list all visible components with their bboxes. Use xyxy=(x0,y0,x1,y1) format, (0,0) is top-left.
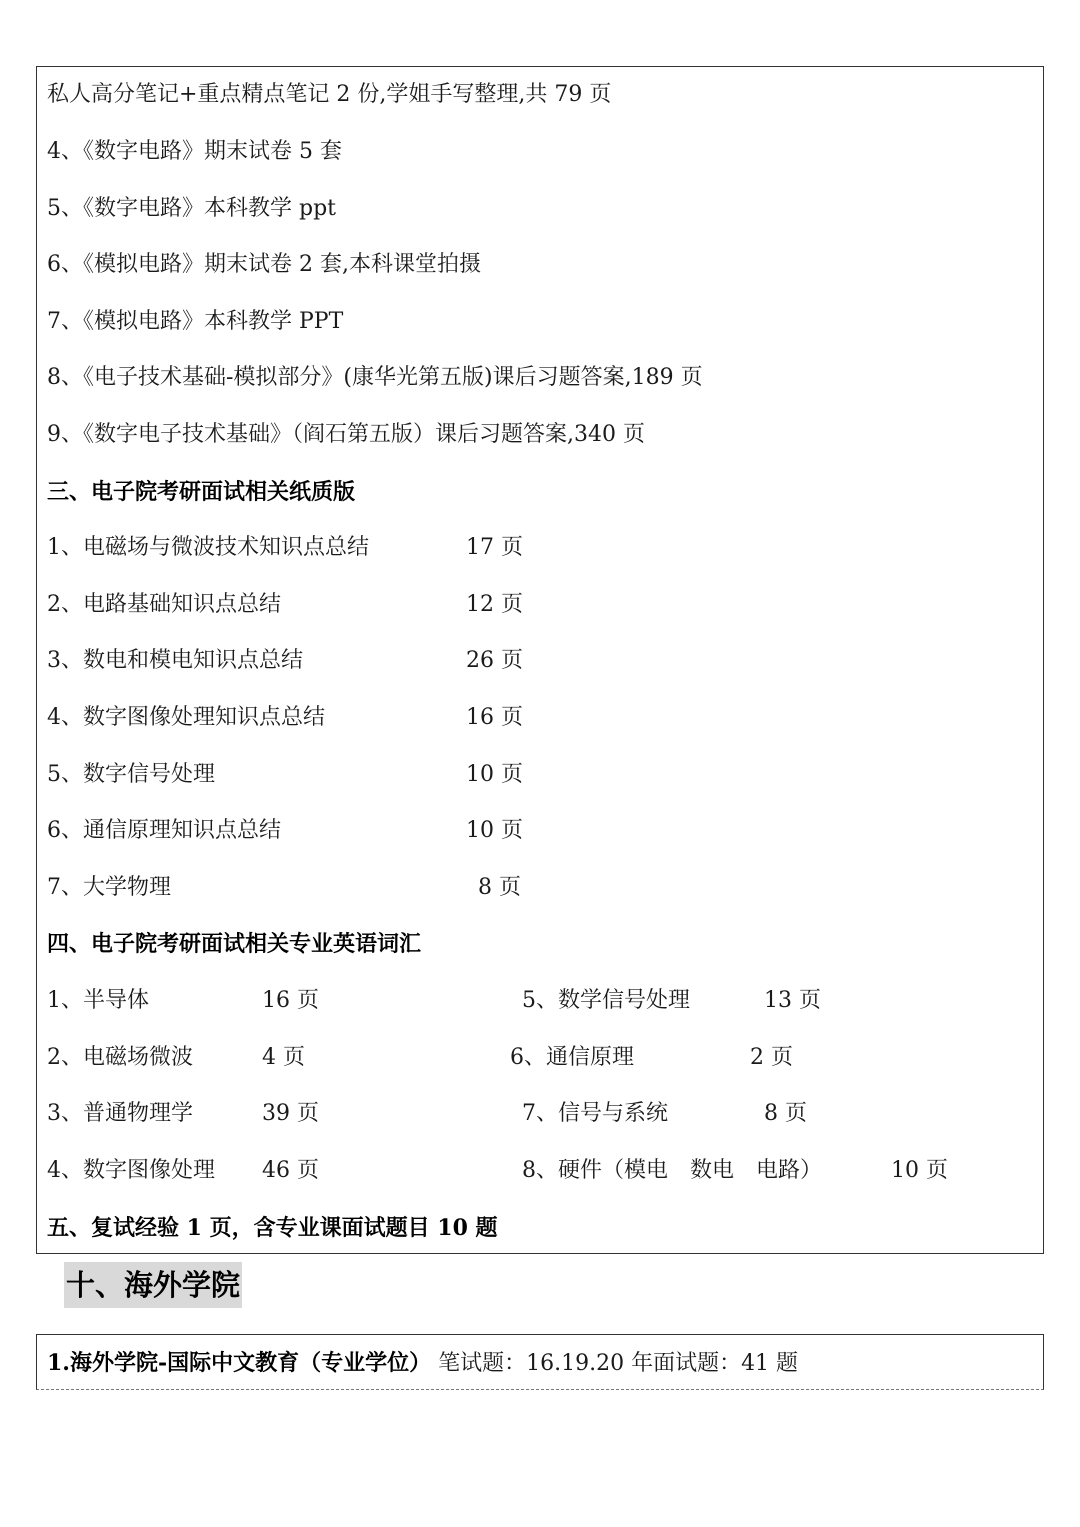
section-three-item-label: 5、数字信号处理 xyxy=(47,762,215,787)
section-three-item-label: 7、大学物理 xyxy=(47,875,171,900)
vocab-right-label: 8、硬件（模电 数电 电路） xyxy=(522,1158,822,1183)
vocab-left-label: 1、半导体 xyxy=(47,988,149,1013)
vocab-right-pages: 8 页 xyxy=(764,1101,807,1126)
vocab-right-label: 5、数学信号处理 xyxy=(522,988,690,1013)
vocab-left-pages: 4 页 xyxy=(262,1045,305,1070)
section-three-item-label: 2、电路基础知识点总结 xyxy=(47,592,281,617)
section-five-title: 五、复试经验 1 页，含专业课面试题目 10 题 xyxy=(47,1215,498,1241)
vocab-left-label: 3、普通物理学 xyxy=(47,1101,193,1126)
text-line-item-4: 4、《数字电路》期末试卷 5 套 xyxy=(47,139,342,164)
section-four-title: 四、电子院考研面试相关专业英语词汇 xyxy=(47,931,422,957)
vocab-left-label: 4、数字图像处理 xyxy=(47,1158,215,1183)
vocab-left-pages: 16 页 xyxy=(262,988,319,1013)
vocab-left-pages: 39 页 xyxy=(262,1101,319,1126)
section-three-item-pages: 10 页 xyxy=(466,818,523,843)
section-three-item-label: 6、通信原理知识点总结 xyxy=(47,818,281,843)
section-three-item-pages: 26 页 xyxy=(466,648,523,673)
section-three-item-label: 4、数字图像处理知识点总结 xyxy=(47,705,325,730)
text-line-item-8: 8、《电子技术基础-模拟部分》(康华光第五版)课后习题答案,189 页 xyxy=(47,365,703,390)
section-heading-overseas-college: 十、海外学院 xyxy=(64,1262,242,1308)
overseas-item xyxy=(47,1348,798,1379)
text-line-item-9: 9、《数字电子技术基础》（阎石第五版）课后习题答案,340 页 xyxy=(47,422,645,447)
vocab-right-label: 7、信号与系统 xyxy=(522,1101,668,1126)
section-three-item-label: 3、数电和模电知识点总结 xyxy=(47,648,303,673)
text-line-item-6: 6、《模拟电路》期末试卷 2 套,本科课堂拍摄 xyxy=(47,252,481,277)
section-three-item-label: 1、电磁场与微波技术知识点总结 xyxy=(47,535,369,560)
text-line-item-7: 7、《模拟电路》本科教学 PPT xyxy=(47,309,344,334)
vocab-right-pages: 2 页 xyxy=(750,1045,793,1070)
section-three-title: 三、电子院考研面试相关纸质版 xyxy=(47,479,356,505)
vocab-left-label: 2、电磁场微波 xyxy=(47,1045,193,1070)
section-three-item-pages: 8 页 xyxy=(478,875,521,900)
overseas-item-detail: 笔试题：16.19.20 年面试题：41 题 xyxy=(431,1351,799,1376)
section-three-item-pages: 16 页 xyxy=(466,705,523,730)
text-line-item-5: 5、《数字电路》本科教学 ppt xyxy=(47,196,336,221)
vocab-left-pages: 46 页 xyxy=(262,1158,319,1183)
section-three-item-pages: 10 页 xyxy=(466,762,523,787)
overseas-item-title: 1.海外学院-国际中文教育（专业学位） xyxy=(47,1350,432,1376)
vocab-right-label: 6、通信原理 xyxy=(510,1045,634,1070)
section-three-item-pages: 12 页 xyxy=(466,592,523,617)
text-line-notes: 私人高分笔记+重点精点笔记 2 份,学姐手写整理,共 79 页 xyxy=(47,82,612,107)
vocab-right-pages: 13 页 xyxy=(764,988,821,1013)
section-three-item-pages: 17 页 xyxy=(466,535,523,560)
vocab-right-pages: 10 页 xyxy=(891,1158,948,1183)
